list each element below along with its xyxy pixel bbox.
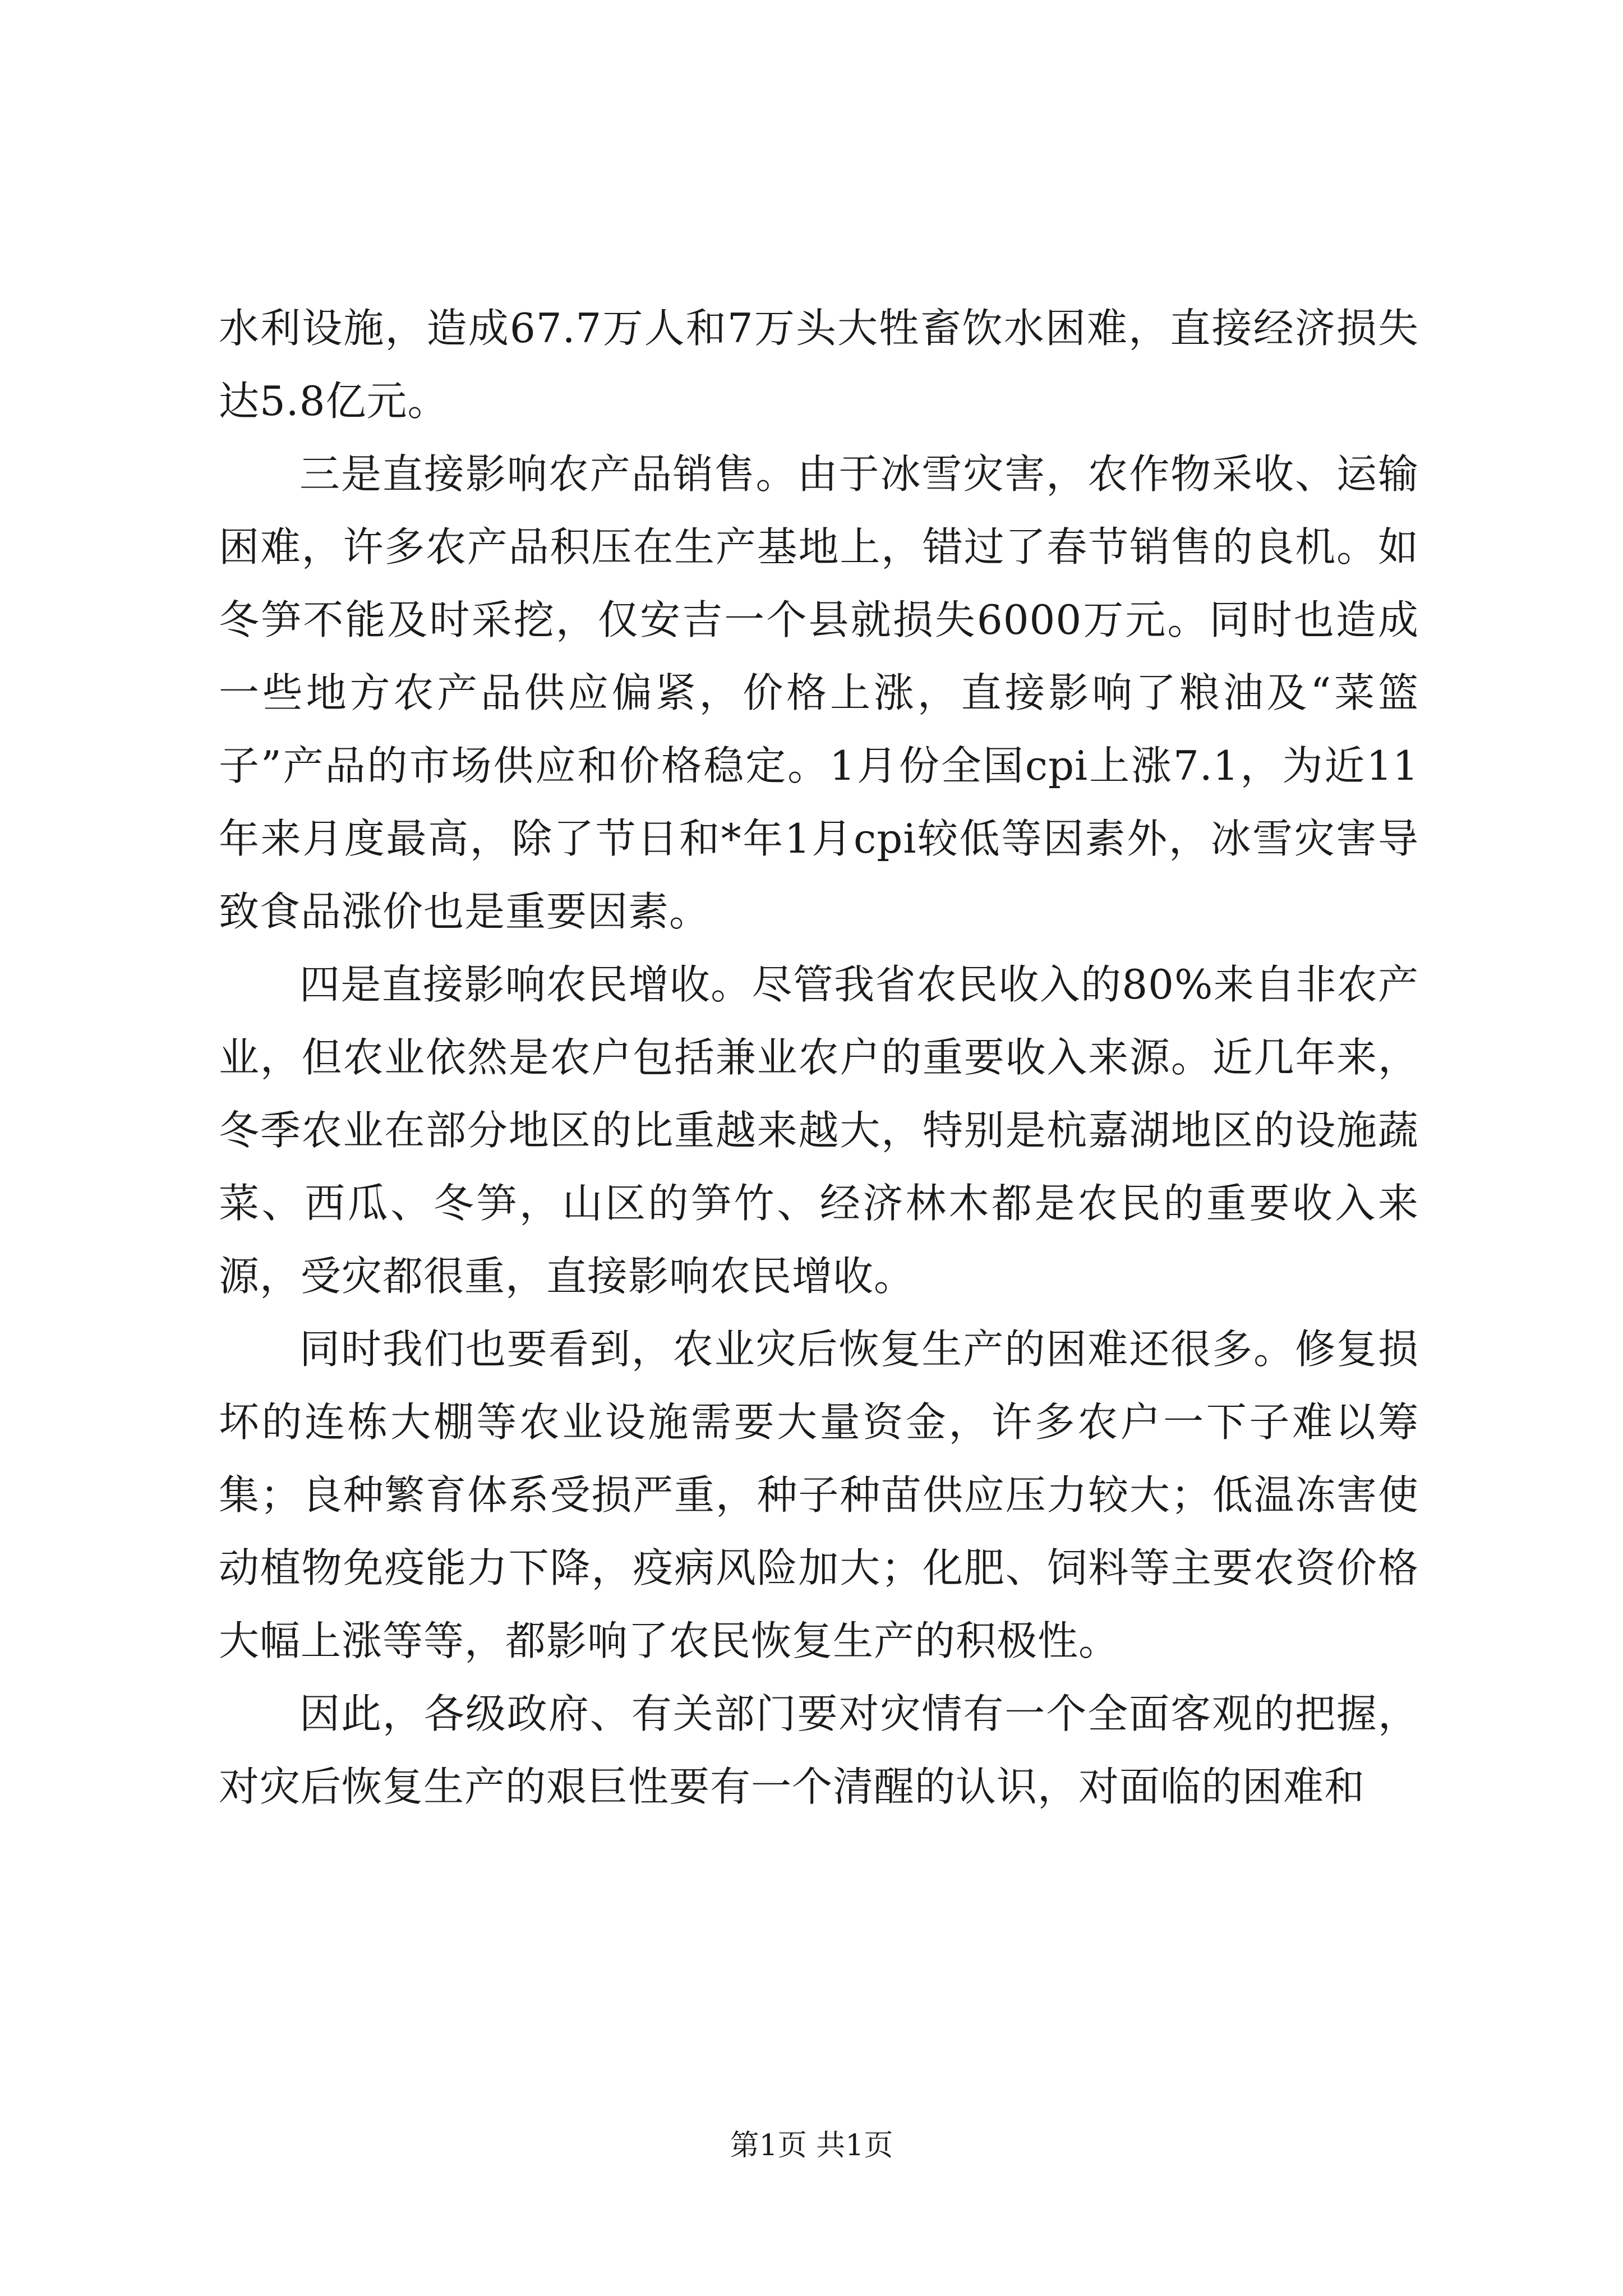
document-body <box>219 292 1419 1823</box>
paragraph-2: 三是直接影响农产品销售。由于冰雪灾害，农作物采收、运输困难，许多农产品积压在生产基地上，错过了春节销售的良机。如冬笋不能及时采挖，仅安吉一个县就损失6000万元。同时也造成一些地方农产品供应偏紧，价格上涨，直接影响了粮油及“菜篮子”产品的市场供应和价格稳定。1月份全国cpi上涨7.1，为近11年来月度最高，除了节日和*年1月cpi较低等因素外，冰雪灾害导致食品涨价也是重要因素。 <box>219 450 1419 935</box>
page-footer: 第1页 共1页 <box>730 2129 893 2162</box>
paragraph-5: 因此，各级政府、有关部门要对灾情有一个全面客观的把握，对灾后恢复生产的艰巨性要有一个清醒的认识，对面临的困难和 <box>219 1690 1419 1810</box>
paragraph-3: 四是直接影响农民增收。尽管我省农民收入的80%来自非农产业，但农业依然是农户包括兼业农户的重要收入来源。近几年来，冬季农业在部分地区的比重越来越大，特别是杭嘉湖地区的设施蔬菜、西瓜、冬笋，山区的笋竹、经济林木都是农民的重要收入来源，受灾都很重，直接影响农民增收。 <box>219 961 1419 1300</box>
paragraph-1: 水利设施，造成67.7万人和7万头大牲畜饮水困难，直接经济损失达5.8亿元。 <box>219 305 1419 425</box>
paragraph-4: 同时我们也要看到，农业灾后恢复生产的困难还很多。修复损坏的连栋大棚等农业设施需要大量资金，许多农户一下子难以筹集；良种繁育体系受损严重，种子种苗供应压力较大；低温冻害使动植物免疫能力下降，疫病风险加大；化肥、饲料等主要农资价格大幅上涨等等，都影响了农民恢复生产的积极性。 <box>219 1326 1419 1664</box>
